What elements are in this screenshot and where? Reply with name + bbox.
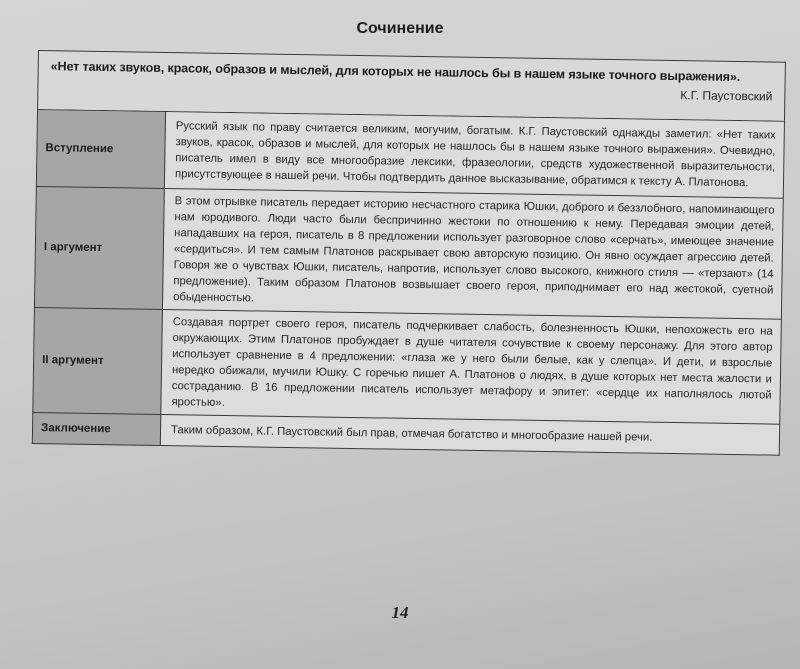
epigraph-author: К.Г. Паустовский [680, 88, 773, 104]
row-label-conclusion: Заключение [32, 412, 160, 445]
row-text-introduction: Русский язык по праву считается великим, могучим, богатым. К.Г. Паустовский однажды заметил: «Нет таких звуков, красок, образов и мыслей, для которых не нашлось бы в нашем языке точного выражения». Очевидно, писатель имел в виду все многообразие лексики, фразеологии, средств художественной выразительности, присутствующее в нашей речи. Чтобы подтвердить данное высказывание, обратимся к тексту А. Платонова. [164, 112, 784, 199]
page-number: 14 [391, 603, 409, 622]
table-row [36, 110, 784, 199]
epigraph-header [37, 50, 786, 121]
row-text-conclusion: Таким образом, К.Г. Паустовский был прав, отмечая богатство и многообразие нашей речи. [160, 414, 779, 455]
row-text-argument-2: Создавая портрет своего героя, писатель подчеркивает слабость, болезненность Юшки, непохожесть его на окружающих. Этим Платонов пробуждает в душе читателя сочувствие к своему персонажу. Для этого автор использует сравнение в 4 предложении: «глаза же у него были белые, как у слепца». И дети, и взрослые нередко обижали, мучили Юшку. С горечью пишет А. Платонов о людях, в душе которых нет места жалости и состраданию. В 16 предложении писатель использует метафору и эпитет: «сердце их наполнялось лютой яростью». [161, 309, 782, 424]
row-label-introduction: Вступление [36, 110, 165, 189]
essay-sheet [32, 50, 786, 456]
table-row [33, 307, 782, 424]
page-title: Сочинение [356, 20, 444, 37]
essay-table [32, 109, 785, 456]
row-text-argument-1: В этом отрывке писатель передает историю несчастного старика Юшки, доброго и беззлобного, напоминающего нам юродивого. Люди часто были беспричинно жестоки по отношению к нему. Передавая эмоции детей, нападавших на героя, писатель в 8 предложении использует разговорное слово «серчать», имеющее значение «сердиться». И тем самым Платонов раскрывает свою авторскую позицию. Он явно осуждает агрессию детей. Говоря же о чувствах Юшки, писатель, напротив, использует слово высокого, книжного стиля — «терзают» (14 предложение). Таким образом Платонов возвышает своего героя, приподнимает его над жестокой, суетной обыденностью. [162, 189, 783, 320]
table-row [34, 186, 783, 319]
row-label-argument-2: II аргумент [33, 307, 163, 414]
row-label-argument-1: I аргумент [34, 186, 164, 309]
epigraph-quote: «Нет таких звуков, красок, образов и мыслей, для которых не нашлось бы в нашем языке точного выражения». [50, 59, 741, 85]
